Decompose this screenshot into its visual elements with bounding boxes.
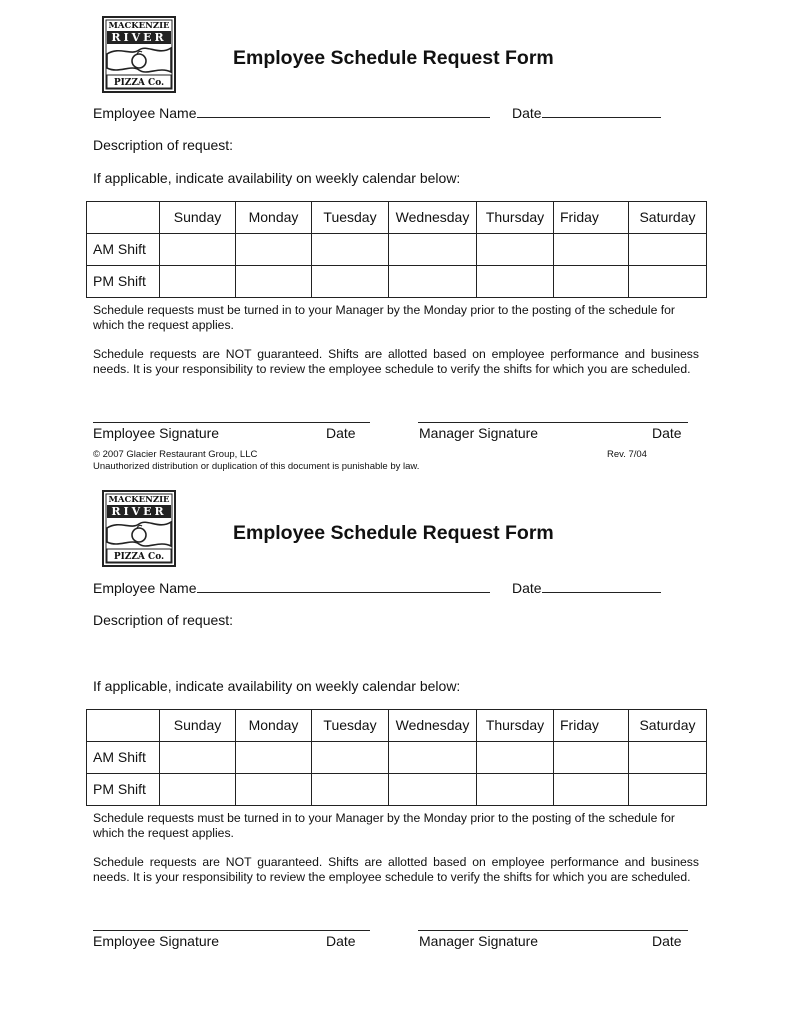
availability-cell[interactable] xyxy=(160,774,236,806)
employee-name-label: Employee Name xyxy=(93,105,197,121)
availability-cell[interactable] xyxy=(160,266,236,298)
manager-signature-date-label: Date xyxy=(652,425,682,441)
day-header: Wednesday xyxy=(389,710,477,742)
mackenzie-river-pizza-logo xyxy=(101,16,177,93)
logo-word-pizza-co: PIZZA Co. xyxy=(113,552,165,562)
availability-cell[interactable] xyxy=(236,234,312,266)
employee-name-label: Employee Name xyxy=(93,580,197,596)
table-row xyxy=(87,774,707,806)
manager-signature-date-label: Date xyxy=(652,933,682,949)
availability-cell[interactable] xyxy=(477,742,554,774)
corner-cell xyxy=(87,202,160,234)
availability-cell[interactable] xyxy=(629,742,707,774)
employee-signature-date-label: Date xyxy=(326,933,356,949)
logo-word-river: RIVER xyxy=(111,31,167,44)
availability-cell[interactable] xyxy=(629,774,707,806)
day-header: Monday xyxy=(236,202,312,234)
copyright-text: © 2007 Glacier Restaurant Group, LLC xyxy=(93,449,258,460)
turn-in-note: Schedule requests must be turned in to your Manager by the Monday prior to the posting of the schedule for which the request applies. xyxy=(93,811,675,840)
availability-cell[interactable] xyxy=(312,774,389,806)
mackenzie-river-pizza-logo xyxy=(101,490,177,567)
employee-signature-line[interactable] xyxy=(93,422,370,423)
turn-in-note: Schedule requests must be turned in to your Manager by the Monday prior to the posting of the schedule for which the request applies. xyxy=(93,303,675,332)
availability-cell[interactable] xyxy=(389,742,477,774)
day-header: Sunday xyxy=(160,202,236,234)
table-row xyxy=(87,742,707,774)
availability-cell[interactable] xyxy=(236,266,312,298)
date-row xyxy=(512,104,661,121)
weekly-availability-table xyxy=(86,201,707,298)
weekly-availability-table xyxy=(86,709,707,806)
description-label: Description of request: xyxy=(93,137,234,153)
employee-name-row xyxy=(93,104,490,121)
shift-label: AM Shift xyxy=(87,742,160,774)
shift-label: PM Shift xyxy=(87,266,160,298)
availability-cell[interactable] xyxy=(629,266,707,298)
table-row xyxy=(87,266,707,298)
employee-signature-label: Employee Signature xyxy=(93,425,220,441)
form-title: Employee Schedule Request Form xyxy=(233,47,554,69)
manager-signature-label: Manager Signature xyxy=(419,425,539,441)
revision-text: Rev. 7/04 xyxy=(607,449,647,460)
day-header: Tuesday xyxy=(312,710,389,742)
availability-cell[interactable] xyxy=(554,742,629,774)
day-header: Wednesday xyxy=(389,202,477,234)
disclaimer-text: Unauthorized distribution or duplication of this document is punishable by law. xyxy=(93,461,420,472)
availability-cell[interactable] xyxy=(629,234,707,266)
employee-name-field[interactable] xyxy=(197,104,490,118)
employee-name-field[interactable] xyxy=(197,579,490,593)
availability-prompt: If applicable, indicate availability on weekly calendar below: xyxy=(93,678,461,694)
date-label: Date xyxy=(512,105,542,121)
shift-label: PM Shift xyxy=(87,774,160,806)
availability-cell[interactable] xyxy=(312,234,389,266)
manager-signature-line[interactable] xyxy=(418,422,688,423)
availability-cell[interactable] xyxy=(236,742,312,774)
date-row xyxy=(512,579,661,596)
corner-cell xyxy=(87,710,160,742)
not-guaranteed-note: Schedule requests are NOT guaranteed. Shifts are allotted based on employee performance and business needs. It is your responsibility to review the employee schedule to verify the shifts for which you are scheduled. xyxy=(93,855,699,884)
table-header-row xyxy=(87,710,707,742)
availability-cell[interactable] xyxy=(477,234,554,266)
date-label: Date xyxy=(512,580,542,596)
logo-word-river: RIVER xyxy=(111,505,167,518)
day-header: Saturday xyxy=(629,710,707,742)
day-header: Saturday xyxy=(629,202,707,234)
logo-word-mackenzie: MACKENZIE xyxy=(108,495,170,505)
description-label: Description of request: xyxy=(93,612,234,628)
table-row xyxy=(87,234,707,266)
form-title: Employee Schedule Request Form xyxy=(233,522,554,544)
day-header: Friday xyxy=(554,710,629,742)
availability-cell[interactable] xyxy=(554,234,629,266)
employee-signature-line[interactable] xyxy=(93,930,370,931)
day-header: Monday xyxy=(236,710,312,742)
availability-cell[interactable] xyxy=(389,774,477,806)
employee-name-row xyxy=(93,579,490,596)
availability-cell[interactable] xyxy=(477,774,554,806)
employee-signature-date-label: Date xyxy=(326,425,356,441)
logo-word-mackenzie: MACKENZIE xyxy=(108,21,170,31)
availability-cell[interactable] xyxy=(312,742,389,774)
availability-cell[interactable] xyxy=(554,266,629,298)
day-header: Thursday xyxy=(477,710,554,742)
availability-cell[interactable] xyxy=(312,266,389,298)
availability-cell[interactable] xyxy=(389,266,477,298)
availability-cell[interactable] xyxy=(389,234,477,266)
employee-signature-label: Employee Signature xyxy=(93,933,220,949)
availability-cell[interactable] xyxy=(554,774,629,806)
availability-cell[interactable] xyxy=(160,742,236,774)
day-header: Friday xyxy=(554,202,629,234)
table-header-row xyxy=(87,202,707,234)
day-header: Tuesday xyxy=(312,202,389,234)
day-header: Sunday xyxy=(160,710,236,742)
manager-signature-label: Manager Signature xyxy=(419,933,539,949)
logo-word-pizza-co: PIZZA Co. xyxy=(113,78,165,88)
manager-signature-line[interactable] xyxy=(418,930,688,931)
date-field[interactable] xyxy=(542,579,661,593)
availability-prompt: If applicable, indicate availability on weekly calendar below: xyxy=(93,170,461,186)
availability-cell[interactable] xyxy=(236,774,312,806)
shift-label: AM Shift xyxy=(87,234,160,266)
availability-cell[interactable] xyxy=(160,234,236,266)
not-guaranteed-note: Schedule requests are NOT guaranteed. Shifts are allotted based on employee performance and business needs. It is your responsibility to review the employee schedule to verify the shifts for which you are scheduled. xyxy=(93,347,699,376)
availability-cell[interactable] xyxy=(477,266,554,298)
date-field[interactable] xyxy=(542,104,661,118)
day-header: Thursday xyxy=(477,202,554,234)
